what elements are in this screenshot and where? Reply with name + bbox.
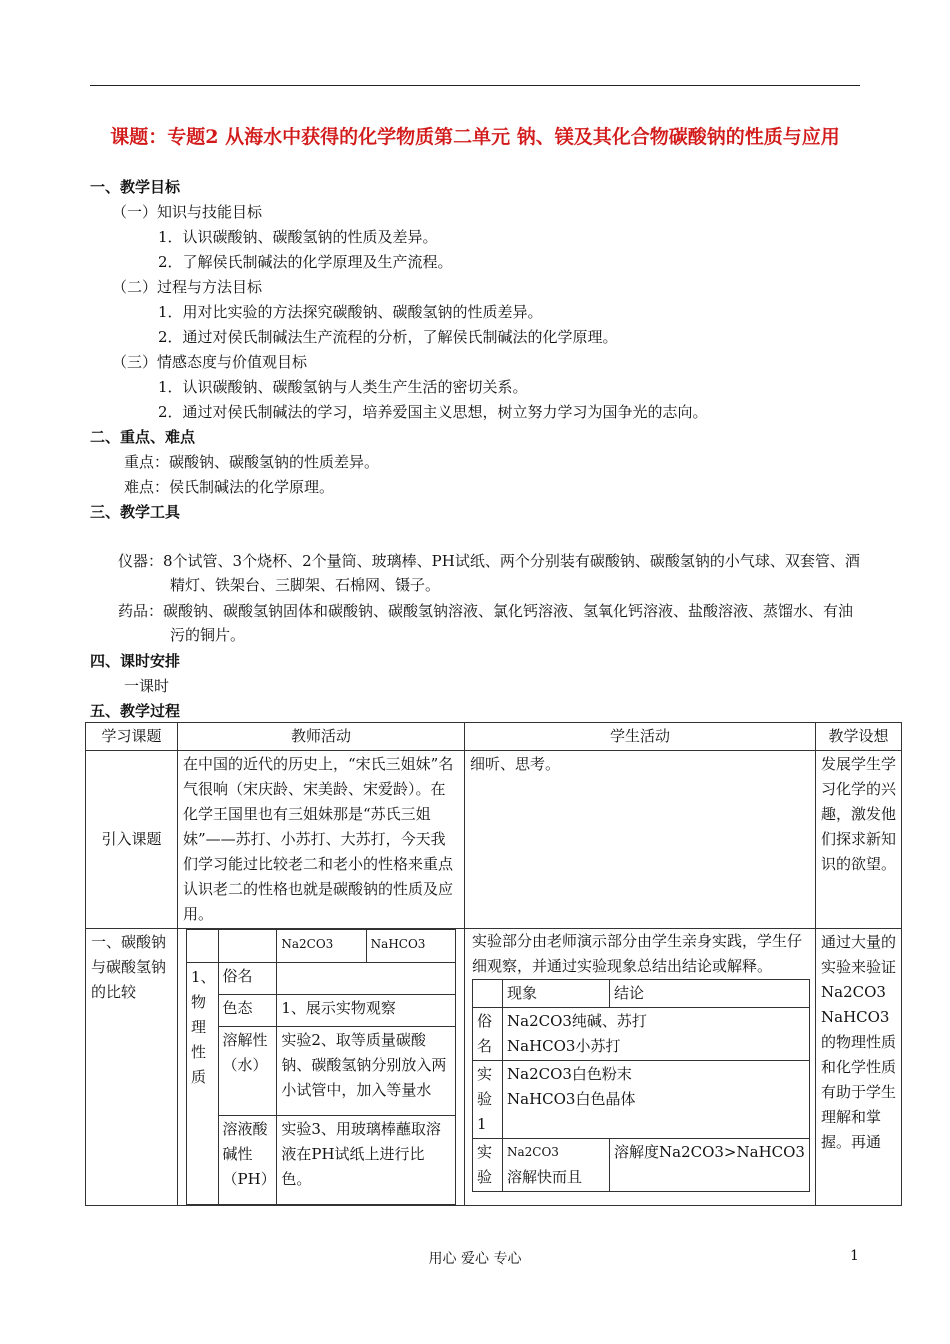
teaching-process-table	[85, 722, 902, 1206]
row1-teacher: 在中国的近代的历史上，“宋氏三姐妹”名气很响（宋庆龄、宋美龄、宋爱龄）。在化学王国里也有三姐妹那是“苏氏三姐妹”——苏打、小苏打、大苏打，今天我们学习能过比较老二和老小的性格来重点认识老二的性格也就是碳酸钠的性质及应用。	[178, 751, 465, 929]
e2: 2．通过对侯氏制碱法的学习，培养爱国主义思想，树立努力学习为国争光的志向。	[158, 403, 708, 421]
p2: 2．通过对侯氏制碱法生产流程的分析，了解侯氏制碱法的化学原理。	[158, 328, 618, 346]
col-header-student: 学生活动	[465, 723, 816, 751]
obs-row3-label: 实验	[473, 1139, 503, 1192]
property-table	[186, 929, 456, 1205]
row1-topic: 引入课题	[86, 751, 178, 929]
solubility-label: 溶解性（水）	[218, 1026, 277, 1115]
formula-na2co3: Na2CO3	[281, 937, 334, 951]
sub-2: （二）过程与方法目标	[112, 278, 263, 296]
sub-3: （三）情感态度与价值观目标	[112, 353, 308, 371]
footer-motto: 用心 爱心 专心	[428, 1251, 522, 1267]
row2-topic: 一、碳酸钠与碳酸氢钠的比较	[86, 929, 178, 1206]
section-4-heading: 四、课时安排	[90, 652, 181, 670]
physical-property-label: 1、物理性质	[187, 963, 219, 1205]
obs-row3-line1: Na2CO3	[507, 1145, 559, 1159]
difficult-point: 难点：侯氏制碱法的化学原理。	[124, 478, 335, 496]
obs-row1-line1: Na2CO3纯碱、苏打	[507, 1012, 647, 1030]
obs-row2-label: 实验1	[473, 1061, 503, 1139]
col-header-design: 教学设想	[816, 723, 902, 751]
col-header-teacher: 教师活动	[178, 723, 465, 751]
col-header-topic: 学习课题	[86, 723, 178, 751]
e1: 1．认识碳酸钠、碳酸氢钠与人类生产生活的密切关系。	[158, 378, 528, 396]
row1-design: 发展学生学习化学的兴趣，激发他们探求新知识的欲望。	[816, 751, 902, 929]
obs-row3-conclusion: 溶解度Na2CO3>NaHCO3	[610, 1139, 810, 1192]
reagents: 药品：碳酸钠、碳酸氢钠固体和碳酸钠、碳酸氢钠溶液、氯化钙溶液、氢氧化钙溶液、盐酸溶液、蒸馏水、有油污的铜片。	[118, 602, 854, 644]
class-hours: 一课时	[124, 677, 170, 695]
row2-teacher	[178, 929, 465, 1206]
section-2-heading: 二、重点、难点	[90, 428, 196, 446]
k1: 1．认识碳酸钠、碳酸氢钠的性质及差异。	[158, 228, 438, 246]
observation-table	[472, 979, 810, 1192]
common-name-label: 俗名	[218, 963, 277, 995]
row1-student: 细听、思考。	[465, 751, 816, 929]
obs-header-phenomenon: 现象	[503, 980, 610, 1008]
page-title: 课题：专题2 从海水中获得的化学物质第二单元 钠、镁及其化合物碳酸钠的性质与应用	[110, 126, 840, 148]
section-3-heading: 三、教学工具	[90, 503, 181, 521]
obs-row1-line2: NaHCO3小苏打	[507, 1037, 621, 1055]
obs-row1-label: 俗名	[473, 1008, 503, 1061]
row2-student: 实验部分由老师演示部分由学生亲身实践，学生仔细观察，并通过实验现象总结出结论或解释。 现象 结论 俗名 Na2CO3纯碱、苏打 NaHCO3小苏打 实验1 Na2CO3白色粉末 NaHCO3白色晶体 实验 Na2CO3 溶解快而且 溶解度Na2CO3>NaHCO3	[465, 929, 816, 1206]
appearance-value: 1、展示实物观察	[277, 995, 456, 1027]
ph-label: 溶液酸碱性（PH）	[218, 1115, 277, 1204]
solubility-value: 实验2、取等质量碳酸钠、碳酸氢钠分别放入两小试管中，加入等量水	[277, 1026, 456, 1115]
ph-value: 实验3、用玻璃棒蘸取溶液在PH试纸上进行比色。	[277, 1115, 456, 1204]
k2: 2．了解侯氏制碱法的化学原理及生产流程。	[158, 253, 453, 271]
p1: 1．用对比实验的方法探究碳酸钠、碳酸氢钠的性质差异。	[158, 303, 543, 321]
obs-row3-line2: 溶解快而且	[507, 1168, 583, 1186]
section-5-heading: 五、教学过程	[90, 702, 181, 720]
obs-row2-line1: Na2CO3白色粉末	[507, 1065, 632, 1083]
obs-header-conclusion: 结论	[610, 980, 810, 1008]
sub-1: （一）知识与技能目标	[112, 203, 263, 221]
appearance-label: 色态	[218, 995, 277, 1027]
formula-nahco3: NaHCO3	[370, 937, 426, 951]
header-rule	[90, 85, 860, 86]
key-point: 重点：碳酸钠、碳酸氢钠的性质差异。	[124, 453, 380, 471]
row2-design: 通过大量的实验来验证Na2CO3 NaHCO3的物理性质和化学性质有助于学生理解和掌握。再通	[816, 929, 902, 1206]
page-number: 1	[850, 1248, 859, 1264]
obs-row2-line2: NaHCO3白色晶体	[507, 1090, 636, 1108]
instruments: 仪器：8个试管、3个烧杯、2个量筒、玻璃棒、PH试纸、两个分别装有碳酸钠、碳酸氢钠的小气球、双套管、酒精灯、铁架台、三脚架、石棉网、镊子。	[118, 552, 860, 594]
section-1-heading: 一、教学目标	[90, 178, 181, 196]
